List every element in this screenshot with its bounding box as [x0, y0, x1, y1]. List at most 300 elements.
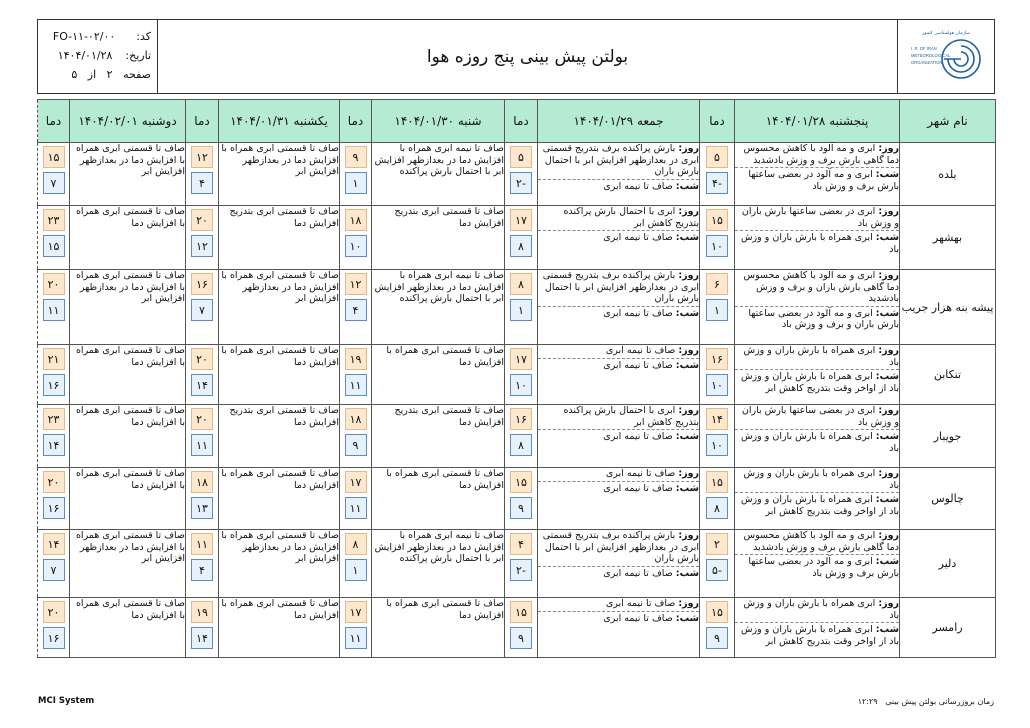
day-forecast-text: ابری با احتمال بارش پراکنده بتدریج کاهش ابر [563, 405, 699, 428]
code-line [46, 30, 151, 49]
night-forecast-text: ابری همراه با بارش باران و وزش باد از اواخر وقت بتدریج کاهش ابر [740, 494, 899, 517]
night-forecast [735, 371, 899, 394]
min-temp: ۱۶ [43, 497, 65, 519]
max-temp: ۲۰ [191, 408, 213, 430]
min-temp: ۱ [345, 559, 367, 581]
temperature-cell [186, 405, 219, 468]
forecast-table [37, 99, 996, 658]
night-forecast-text: ابری و مه آلود در بعضی ساعتها بارش برف و وزش باد [748, 169, 899, 192]
night-forecast [735, 308, 899, 331]
night-label: شب: [675, 431, 699, 442]
temperature-cell [505, 345, 538, 405]
min-temp: -۴ [706, 172, 728, 194]
date-value: ۱۴۰۴/۰۱/۲۸ [57, 49, 113, 62]
temperature-cell [505, 598, 538, 658]
day-forecast [538, 345, 699, 359]
day2-column-header: جمعه ۱۴۰۴/۰۱/۲۹ [538, 100, 700, 143]
city-column-header: نام شهر [900, 100, 996, 143]
city-name: چالوس [900, 468, 996, 530]
night-label: شب: [875, 169, 899, 180]
temperature-cell [186, 468, 219, 530]
day-label: روز: [678, 468, 699, 479]
meteorological-organization-logo-icon [909, 36, 983, 82]
system-name: MCI System [38, 696, 95, 706]
forecast-cell: صاف تا قسمتی ابری همراه با افزایش دما در بعدازظهر افزایش ابر [70, 530, 186, 598]
min-temp: ۱۴ [43, 434, 65, 456]
max-temp: ۲۳ [43, 209, 65, 231]
forecast-cell [735, 270, 900, 345]
max-temp: ۵ [706, 146, 728, 168]
table-row [38, 206, 996, 270]
forecast-cell [735, 206, 900, 270]
day-forecast [538, 270, 699, 307]
night-forecast [538, 431, 699, 443]
night-forecast-text: صاف تا نیمه ابری [603, 431, 673, 442]
max-temp: ۱۴ [43, 533, 65, 555]
page-total: ۵ [71, 68, 78, 81]
forecast-cell: صاف تا قسمتی ابری همراه با افزایش دما [70, 468, 186, 530]
max-temp: ۲۰ [191, 348, 213, 370]
day-forecast-text: ابری همراه با بارش باران و وزش باد [743, 468, 899, 491]
temperature-cell [505, 530, 538, 598]
forecast-cell: صاف تا نیمه ابری همراه با افزایش دما در بعدازظهر افزایش ابر با احتمال بارش پراکنده [372, 270, 505, 345]
update-time-line [858, 697, 994, 706]
page-of: از [87, 68, 97, 81]
day-forecast-text: ابری همراه با بارش باران و وزش باد [743, 598, 899, 621]
day-label: روز: [878, 468, 899, 479]
day-forecast-text: ابری در بعضی ساعتها بارش باران و وزش باد [741, 206, 899, 229]
night-label: شب: [875, 431, 899, 442]
max-temp: ۱۵ [706, 209, 728, 231]
day-forecast-text: بارش پراکنده برف بتدریج قسمتی ابری در بعدازظهر افزایش ابر با احتمال بارش باران [542, 270, 699, 304]
logo-line-3: ORGANIZATION [911, 60, 943, 65]
temperature-cell [700, 468, 735, 530]
table-row [38, 598, 996, 658]
night-forecast-text: ابری همراه با بارش باران و وزش باد از اواخر وقت بتدریج کاهش ابر [740, 371, 899, 394]
code-label: کد: [136, 30, 151, 43]
table-row [38, 143, 996, 206]
temperature-cell [505, 468, 538, 530]
max-temp: ۱۷ [510, 209, 532, 231]
forecast-cell [538, 405, 700, 468]
night-label: شب: [875, 624, 899, 635]
city-name: دلیر [900, 530, 996, 598]
night-forecast [735, 431, 899, 454]
night-forecast-text: صاف تا نیمه ابری [603, 567, 673, 579]
day-forecast [735, 206, 899, 231]
night-label: شب: [875, 232, 899, 243]
max-temp: ۱۶ [706, 348, 728, 370]
page-line [46, 68, 151, 87]
max-temp: ۱۵ [43, 146, 65, 168]
day-label: روز: [678, 598, 699, 609]
temperature-cell [700, 345, 735, 405]
night-forecast-text: صاف تا نیمه ابری [603, 359, 673, 371]
forecast-cell: صاف تا قسمتی ابری همراه با افزایش دما [70, 405, 186, 468]
forecast-cell [538, 206, 700, 270]
day-forecast [538, 598, 699, 612]
night-label: شب: [675, 232, 699, 243]
temperature-cell [38, 598, 70, 658]
forecast-cell: صاف تا قسمتی ابری همراه با افزایش دما [219, 598, 340, 658]
min-temp: ۹ [706, 627, 728, 649]
forecast-cell: صاف تا قسمتی ابری همراه با افزایش دما در بعدازظهر افزایش ابر [70, 270, 186, 345]
document-meta [38, 20, 158, 93]
temperature-cell [38, 468, 70, 530]
city-name: پیشه بنه هزار جریب [900, 270, 996, 345]
temperature-cell [340, 598, 372, 658]
day-label: روز: [678, 405, 699, 416]
forecast-cell [538, 468, 700, 530]
day5-column-header: دوشنبه ۱۴۰۴/۰۲/۰۱ [70, 100, 186, 143]
forecast-cell: صاف تا قسمتی ابری بتدریج افزایش دما [372, 206, 505, 270]
day5-temp-header: دما [38, 100, 70, 143]
table-row [38, 530, 996, 598]
max-temp: ۱۷ [345, 601, 367, 623]
temperature-cell [700, 598, 735, 658]
day3-temp-header: دما [340, 100, 372, 143]
min-temp: ۱۵ [43, 235, 65, 257]
min-temp: ۱ [510, 299, 532, 321]
min-temp: ۱۶ [43, 627, 65, 649]
forecast-cell [735, 345, 900, 405]
temperature-cell [340, 345, 372, 405]
night-forecast [735, 232, 899, 255]
night-forecast [538, 308, 699, 320]
logo-caption-fa: سازمان هواشناسی کشور [922, 31, 970, 36]
night-forecast-text: صاف تا نیمه ابری [603, 180, 673, 192]
max-temp: ۲۰ [43, 273, 65, 295]
day-forecast-text: ابری همراه با بارش باران و وزش باد [743, 345, 899, 368]
min-temp: ۷ [191, 299, 213, 321]
forecast-cell [735, 405, 900, 468]
temperature-cell [700, 530, 735, 598]
max-temp: ۵ [510, 146, 532, 168]
forecast-cell: صاف تا قسمتی ابری همراه با افزایش دما [219, 345, 340, 405]
night-forecast [538, 568, 699, 580]
organization-logo [897, 20, 994, 93]
day-label: روز: [878, 206, 899, 217]
night-forecast [735, 169, 899, 192]
night-forecast-text: ابری و مه آلود در بعضی ساعتها بارش برف و وزش باد [748, 556, 899, 579]
night-forecast [538, 232, 699, 244]
min-temp: ۱۰ [510, 374, 532, 396]
temperature-cell [340, 530, 372, 598]
night-forecast [538, 181, 699, 193]
day-forecast-text: ابری در بعضی ساعتها بارش باران و وزش باد [741, 405, 899, 428]
bulletin-header [37, 19, 995, 94]
forecast-cell: صاف تا قسمتی ابری همراه با افزایش دما در بعدازظهر افزایش ابر [219, 270, 340, 345]
min-temp: ۱۶ [43, 374, 65, 396]
temperature-cell [505, 143, 538, 206]
forecast-table-body [38, 143, 996, 658]
max-temp: ۱۷ [510, 348, 532, 370]
night-label: شب: [875, 307, 899, 319]
max-temp: ۲۰ [191, 209, 213, 231]
min-temp: ۱۰ [345, 235, 367, 257]
day-label: روز: [678, 270, 699, 281]
night-label: شب: [875, 371, 899, 382]
min-temp: ۱۱ [191, 434, 213, 456]
min-temp: ۱۳ [191, 497, 213, 519]
min-temp: ۹ [510, 627, 532, 649]
day-label: روز: [878, 345, 899, 356]
night-forecast [735, 556, 899, 579]
max-temp: ۴ [510, 533, 532, 555]
max-temp: ۱۱ [191, 533, 213, 555]
max-temp: ۲۰ [43, 601, 65, 623]
day-forecast [735, 598, 899, 623]
min-temp: -۲ [510, 172, 532, 194]
temperature-cell [505, 206, 538, 270]
day-label: روز: [678, 530, 699, 541]
day-forecast [735, 143, 899, 168]
temperature-cell [186, 206, 219, 270]
day-label: روز: [878, 530, 899, 541]
forecast-cell: صاف تا قسمتی ابری همراه با افزایش دما [70, 598, 186, 658]
day4-column-header: یکشنبه ۱۴۰۴/۰۱/۳۱ [219, 100, 340, 143]
temperature-cell [186, 345, 219, 405]
forecast-cell: صاف تا قسمتی ابری همراه با افزایش دما [372, 345, 505, 405]
page-number: ۲ [106, 68, 113, 81]
max-temp: ۱۵ [706, 601, 728, 623]
logo-line-1: I. R. OF IRAN [911, 46, 937, 51]
temperature-cell [340, 143, 372, 206]
night-label: شب: [675, 567, 699, 579]
night-forecast [538, 360, 699, 372]
day-forecast-text: ابری و مه آلود با کاهش محسوس دما گاهی بارش باران و برف و وزش بادشدید [743, 270, 899, 304]
day-forecast [538, 206, 699, 231]
code-value: FO-۱۱-۰۲/۰۰ [52, 30, 116, 43]
date-label: تاریخ: [125, 49, 151, 62]
day-forecast [735, 530, 899, 555]
temperature-cell [186, 598, 219, 658]
temperature-cell [186, 143, 219, 206]
update-time: ۱۲:۲۹ [857, 697, 878, 706]
min-temp: ۱۴ [191, 627, 213, 649]
forecast-cell: صاف تا قسمتی ابری همراه با افزایش دما [372, 468, 505, 530]
day-forecast [538, 405, 699, 430]
day-label: روز: [678, 206, 699, 217]
temperature-cell [340, 468, 372, 530]
min-temp: ۹ [510, 497, 532, 519]
max-temp: ۱۷ [345, 471, 367, 493]
temperature-cell [38, 206, 70, 270]
max-temp: ۱۹ [345, 348, 367, 370]
day-forecast-text: بارش پراکنده برف بتدریج قسمتی ابری در بعدازظهر افزایش ابر با احتمال بارش باران [542, 143, 699, 177]
forecast-cell [538, 270, 700, 345]
temperature-cell [38, 270, 70, 345]
max-temp: ۸ [510, 273, 532, 295]
max-temp: ۲۰ [43, 471, 65, 493]
forecast-cell: صاف تا قسمتی ابری بتدریج افزایش دما [219, 405, 340, 468]
city-name: تنکابن [900, 345, 996, 405]
forecast-cell: صاف تا قسمتی ابری همراه با افزایش دما [70, 345, 186, 405]
table-row [38, 468, 996, 530]
night-forecast-text: صاف تا نیمه ابری [603, 612, 673, 624]
city-name: بلده [900, 143, 996, 206]
day-forecast [538, 143, 699, 180]
night-forecast-text: ابری و مه آلود در بعضی ساعتها بارش باران و برف و وزش باد [748, 307, 899, 330]
table-row [38, 270, 996, 345]
min-temp: ۴ [191, 172, 213, 194]
night-forecast-text: صاف تا نیمه ابری [603, 232, 673, 243]
night-forecast [538, 613, 699, 625]
forecast-cell [538, 598, 700, 658]
max-temp: ۱۵ [510, 601, 532, 623]
temperature-cell [340, 405, 372, 468]
min-temp: ۱۲ [191, 235, 213, 257]
night-label: شب: [675, 359, 699, 371]
max-temp: ۱۸ [345, 209, 367, 231]
day-label: روز: [878, 405, 899, 416]
min-temp: ۷ [43, 172, 65, 194]
day-forecast-text: ابری و مه آلود با کاهش محسوس دما گاهی بارش برف و وزش بادشدید [743, 530, 899, 553]
forecast-cell [735, 143, 900, 206]
day-label: روز: [678, 345, 699, 356]
max-temp: ۱۲ [345, 273, 367, 295]
min-temp: ۸ [510, 235, 532, 257]
night-label: شب: [875, 494, 899, 505]
forecast-cell [538, 530, 700, 598]
night-forecast-text: صاف تا نیمه ابری [603, 482, 673, 494]
temperature-cell [38, 345, 70, 405]
day2-temp-header: دما [505, 100, 538, 143]
day-forecast-text: ابری و مه آلود با کاهش محسوس دما گاهی بارش برف و وزش بادشدید [743, 143, 899, 166]
max-temp: ۱۵ [510, 471, 532, 493]
temperature-cell [700, 143, 735, 206]
day-forecast [538, 468, 699, 482]
day-label: روز: [878, 598, 899, 609]
night-label: شب: [675, 612, 699, 624]
max-temp: ۱۶ [191, 273, 213, 295]
max-temp: ۲ [706, 533, 728, 555]
forecast-cell: صاف تا قسمتی ابری همراه با افزایش دما در بعدازظهر افزایش ابر [70, 143, 186, 206]
forecast-cell: صاف تا قسمتی ابری بتدریج افزایش دما [372, 405, 505, 468]
min-temp: ۱۱ [43, 299, 65, 321]
night-label: شب: [675, 307, 699, 319]
forecast-cell [735, 468, 900, 530]
max-temp: ۲۱ [43, 348, 65, 370]
day-forecast [538, 530, 699, 567]
min-temp: ۱ [345, 172, 367, 194]
max-temp: ۱۴ [706, 408, 728, 430]
day1-temp-header: دما [700, 100, 735, 143]
min-temp: ۱۰ [706, 235, 728, 257]
temperature-cell [340, 270, 372, 345]
forecast-cell: صاف تا قسمتی ابری همراه با افزایش دما [219, 468, 340, 530]
night-label: شب: [675, 482, 699, 494]
forecast-cell [735, 598, 900, 658]
min-temp: ۸ [510, 434, 532, 456]
night-label: شب: [675, 180, 699, 192]
night-forecast [538, 483, 699, 495]
night-forecast [735, 624, 899, 647]
temperature-cell [186, 270, 219, 345]
min-temp: ۱۱ [345, 374, 367, 396]
day-forecast-text: صاف تا نیمه ابری [605, 345, 676, 356]
day3-column-header: شنبه ۱۴۰۴/۰۱/۳۰ [372, 100, 505, 143]
forecast-cell: صاف تا نیمه ابری همراه با افزایش دما در بعدازظهر افزایش ابر با احتمال بارش پراکنده [372, 143, 505, 206]
min-temp: ۷ [43, 559, 65, 581]
bulletin-title: بولتن پیش بینی پنج روزه هوا [426, 46, 629, 67]
min-temp: ۱۱ [345, 497, 367, 519]
date-line [46, 49, 151, 68]
table-row [38, 405, 996, 468]
forecast-cell: صاف تا نیمه ابری همراه با افزایش دما در بعدازظهر افزایش ابر با احتمال بارش پراکنده [372, 530, 505, 598]
forecast-cell [735, 530, 900, 598]
min-temp: ۸ [706, 497, 728, 519]
temperature-cell [340, 206, 372, 270]
city-name: جویبار [900, 405, 996, 468]
day-forecast-text: صاف تا نیمه ابری [605, 468, 676, 479]
max-temp: ۶ [706, 273, 728, 295]
temperature-cell [700, 270, 735, 345]
temperature-cell [700, 206, 735, 270]
night-forecast-text: ابری همراه با بارش باران و وزش باد از اواخر وقت بتدریج کاهش ابر [740, 624, 899, 647]
temperature-cell [505, 405, 538, 468]
day-forecast [735, 405, 899, 430]
forecast-cell [538, 143, 700, 206]
day-forecast-text: ابری با احتمال بارش پراکنده بتدریج کاهش ابر [563, 206, 699, 229]
min-temp: ۱۰ [706, 434, 728, 456]
table-row [38, 345, 996, 405]
max-temp: ۹ [345, 146, 367, 168]
min-temp: ۱۱ [345, 627, 367, 649]
day-label: روز: [878, 143, 899, 154]
city-name: رامسر [900, 598, 996, 658]
forecast-cell: صاف تا قسمتی ابری همراه با افزایش دما در بعدازظهر افزایش ابر [219, 530, 340, 598]
min-temp: -۵ [706, 559, 728, 581]
night-label: شب: [875, 556, 899, 567]
temperature-cell [38, 143, 70, 206]
day4-temp-header: دما [186, 100, 219, 143]
temperature-cell [700, 405, 735, 468]
table-header-row [38, 100, 996, 143]
page-label: صفحه [123, 68, 151, 81]
max-temp: ۱۲ [191, 146, 213, 168]
night-forecast-text: صاف تا نیمه ابری [603, 307, 673, 319]
forecast-cell: صاف تا قسمتی ابری همراه با افزایش دما [70, 206, 186, 270]
city-name: بهشهر [900, 206, 996, 270]
temperature-cell [38, 530, 70, 598]
day-label: روز: [678, 143, 699, 154]
temperature-cell [38, 405, 70, 468]
logo-line-2: METEOROLOGICAL [911, 53, 951, 58]
min-temp: ۴ [191, 559, 213, 581]
day-forecast-text: صاف تا نیمه ابری [605, 598, 676, 609]
max-temp: ۱۸ [345, 408, 367, 430]
min-temp: ۱ [706, 299, 728, 321]
min-temp: -۲ [510, 559, 532, 581]
forecast-cell: صاف تا قسمتی ابری همراه با افزایش دما [372, 598, 505, 658]
forecast-cell [538, 345, 700, 405]
day-forecast-text: بارش پراکنده برف بتدریج قسمتی ابری در بعدازظهر افزایش ابر با احتمال بارش باران [542, 530, 699, 564]
forecast-cell: صاف تا قسمتی ابری همراه با افزایش دما در بعدازظهر افزایش ابر [219, 143, 340, 206]
max-temp: ۱۶ [510, 408, 532, 430]
night-forecast-text: ابری همراه با بارش باران و وزش باد [740, 232, 899, 255]
temperature-cell [505, 270, 538, 345]
day-label: روز: [878, 270, 899, 281]
max-temp: ۱۵ [706, 471, 728, 493]
max-temp: ۸ [345, 533, 367, 555]
night-forecast [735, 494, 899, 517]
min-temp: ۱۴ [191, 374, 213, 396]
day-forecast [735, 270, 899, 307]
day-forecast [735, 345, 899, 370]
update-label: زمان بروزرسانی بولتن پیش بینی [885, 697, 994, 706]
max-temp: ۱۸ [191, 471, 213, 493]
